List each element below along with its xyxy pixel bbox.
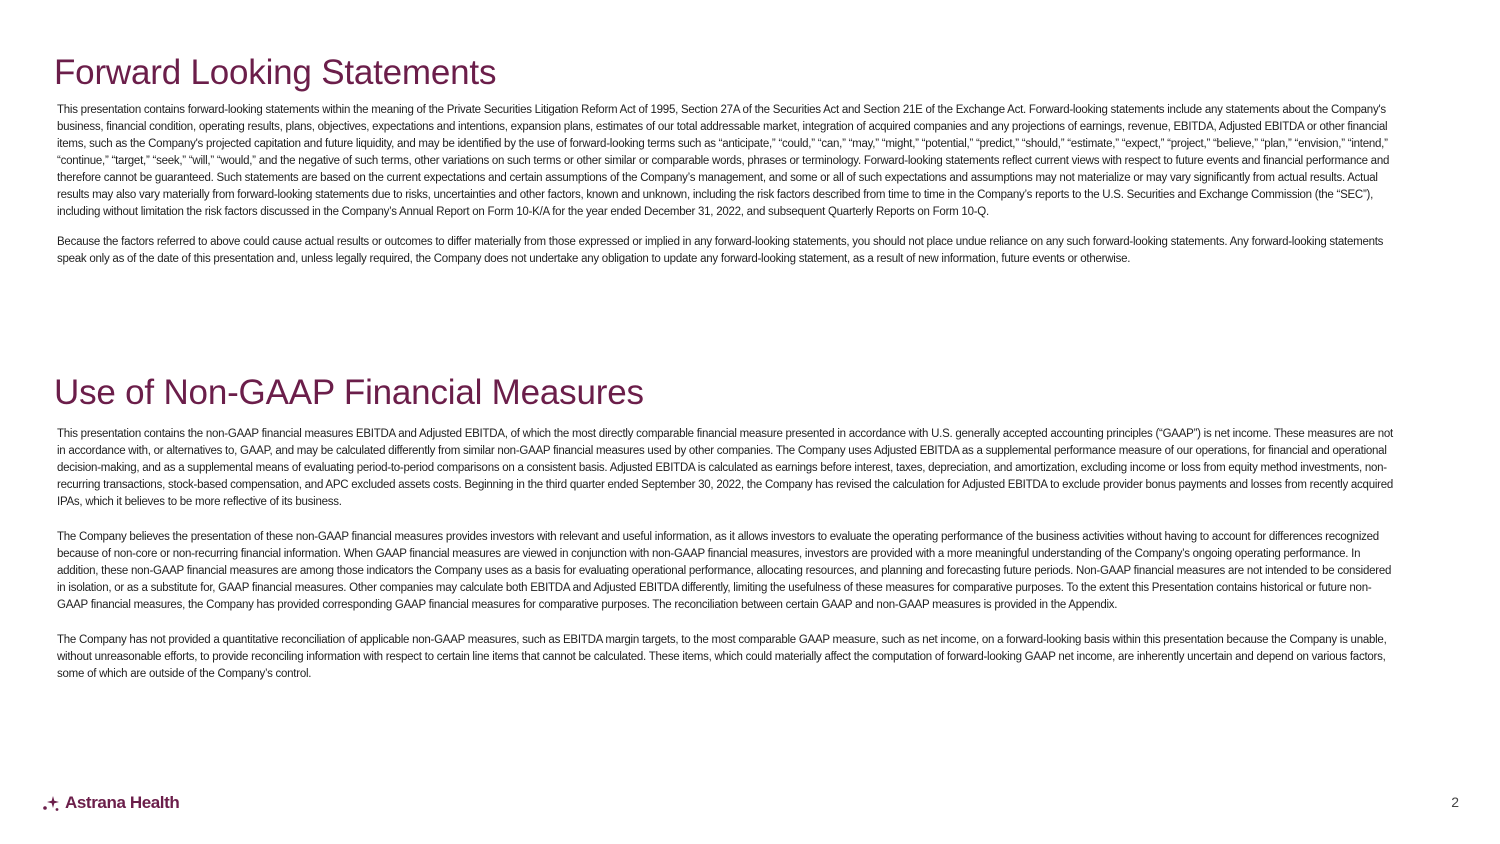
non-gaap-paragraph-2: The Company believes the presentation of these non-GAAP financial measures provides investors with relevant and useful information, as it allows investors to evaluate the operating performance of the business activities without having to account for differences recognized because of non-core or non-recurring financial information. When GAAP financial measures are viewed in conjunction with non-GAAP financial measures, investors are provided with a more meaningful understanding of the Company’s ongoing operating performance. In addition, these non-GAAP financial measures are among those indicators the Company uses as a basis for evaluating operational performance, allocating resources, and planning and forecasting future periods. Non-GAAP financial measures are not intended to be considered in isolation, or as a substitute for, GAAP financial measures. Other companies may calculate both EBITDA and Adjusted EBITDA differently, limiting the usefulness of these measures for comparative purposes. To the extent this Presentation contains historical or future non-GAAP financial measures, the Company has provided corresponding GAAP financial measures for comparative purposes. The reconciliation between certain GAAP and non-GAAP measures is provided in the Appendix. xyxy=(57,531,1392,611)
non-gaap-section xyxy=(54,372,1399,683)
forward-looking-paragraph-1: This presentation contains forward-looking statements within the meaning of the Private Securities Litigation Reform Act of 1995, Section 27A of the Securities Act and Section 21E of the Exchange Act. Forward-looking statements include any statements about the Company's business, financial condition, operating results, plans, objectives, expectations and intentions, expansion plans, estimates of our total addressable market, integration of acquired companies and any projections of earnings, revenue, EBITDA, Adjusted EBITDA or other financial items, such as the Company's projected capitation and future liquidity, and may be identified by the use of forward-looking terms such as “anticipate,” “could,” “can,” “may,” “might,” “potential,” “predict,” “should,” “estimate,” “expect,” “project,” “believe,” “plan,” “envision,” “intend,” “continue,” “target,” “seek,” “will,” “would,” and the negative of such terms, other variations on such terms or other similar or comparable words, phrases or terminology. Forward-looking statements reflect current views with respect to future events and financial performance and therefore cannot be guaranteed. Such statements are based on the current expectations and certain assumptions of the Company’s management, and some or all of such expectations and assumptions may not materialize or may vary significantly from actual results. Actual results may also vary materially from forward-looking statements due to risks, uncertainties and other factors, known and unknown, including the risk factors described from time to time in the Company’s reports to the U.S. Securities and Exchange Commission (the “SEC”), including without limitation the risk factors discussed in the Company’s Annual Report on Form 10-K/A for the year ended December 31, 2022, and subsequent Quarterly Reports on Form 10-Q. xyxy=(57,104,1390,218)
non-gaap-paragraph-3: The Company has not provided a quantitative reconciliation of applicable non-GAAP measures, such as EBITDA margin targets, to the most comparable GAAP measure, such as net income, on a forward-looking basis within this presentation because the Company is unable, without unreasonable efforts, to provide reconciling information with respect to certain line items that cannot be calculated. These items, which could materially affect the computation of forward-looking GAAP net income, are inherently uncertain and depend on various factors, some of which are outside of the Company’s control. xyxy=(57,634,1387,680)
page-number: 2 xyxy=(1451,794,1459,810)
forward-looking-paragraph-2: Because the factors referred to above could cause actual results or outcomes to differ materially from those expressed or implied in any forward-looking statements, you should not place undue reliance on any such forward-looking statements. Any forward-looking statements speak only as of the date of this presentation and, unless legally required, the Company does not undertake any obligation to update any forward-looking statement, as a result of new information, future events or otherwise. xyxy=(57,236,1384,265)
company-logo xyxy=(41,791,179,815)
sparkle-dots-icon xyxy=(41,793,61,813)
non-gaap-heading: Use of Non-GAAP Financial Measures xyxy=(54,373,644,412)
forward-looking-section xyxy=(54,52,1399,268)
forward-looking-heading: Forward Looking Statements xyxy=(54,53,497,92)
company-logo-text: Astrana Health xyxy=(65,793,180,812)
non-gaap-paragraph-1: This presentation contains the non-GAAP financial measures EBITDA and Adjusted EBITDA, of which the most directly comparable financial measure presented in accordance with U.S. generally accepted accounting principles (“GAAP”) is net income. These measures are not in accordance with, or alternatives to, GAAP, and may be calculated differently from similar non-GAAP financial measures used by other companies. The Company uses Adjusted EBITDA as a supplemental performance measure of our operations, for financial and operational decision-making, and as a supplemental means of evaluating period-to-period comparisons on a consistent basis. Adjusted EBITDA is calculated as earnings before interest, taxes, depreciation, and amortization, excluding income or loss from equity method investments, non-recurring transactions, stock-based compensation, and APC excluded assets costs. Beginning in the third quarter ended September 30, 2022, the Company has revised the calculation for Adjusted EBITDA to exclude provider bonus payments and losses from recently acquired IPAs, which it believes to be more reflective of its business. xyxy=(57,428,1394,508)
